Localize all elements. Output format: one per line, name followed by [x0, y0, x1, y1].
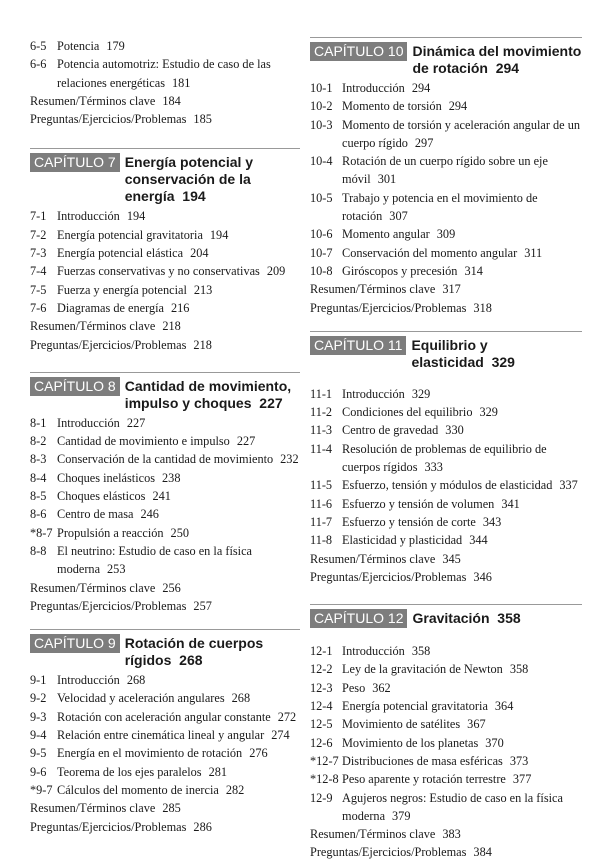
- toc-entry: [30, 414, 300, 432]
- entry-page: 344: [469, 533, 488, 548]
- chapter-label: CAPÍTULO 10: [310, 42, 407, 61]
- entry-page: 362: [372, 680, 391, 695]
- entry-page: 329: [411, 386, 431, 401]
- entry-page: 384: [473, 845, 492, 860]
- entry-title: Rotación de un cuerpo rígido sobre un eje móvil: [342, 154, 548, 187]
- entry-number: 9-6: [30, 764, 47, 779]
- toc-section: [30, 372, 300, 615]
- entry-title: Preguntas/Ejercicios/Problemas: [310, 845, 467, 860]
- entry-page: 241: [152, 489, 171, 504]
- entry-title: Resumen/Términos clave: [310, 827, 436, 842]
- toc-section: [310, 331, 582, 586]
- entry-title: Conservación de la cantidad de movimiento: [57, 452, 274, 467]
- toc-entry: [310, 116, 582, 153]
- toc-entry: [310, 225, 582, 243]
- toc-entry: [30, 469, 300, 487]
- entry-number: 9-1: [30, 673, 47, 688]
- chapter-heading: [310, 331, 582, 371]
- toc-entry: [30, 726, 300, 744]
- entry-title: Centro de gravedad: [342, 423, 439, 438]
- toc-entry: [30, 781, 300, 799]
- toc-entry: [30, 450, 300, 468]
- entry-number: 7-2: [30, 227, 47, 242]
- chapter-heading: [310, 37, 582, 77]
- entry-number: 10-7: [310, 245, 333, 260]
- entry-page: 358: [509, 662, 529, 677]
- toc-entry: [310, 568, 582, 586]
- entry-page: 330: [445, 423, 464, 438]
- entry-title: Condiciones del equilibrio: [342, 405, 473, 420]
- entry-page: 379: [392, 808, 411, 823]
- chapter-label: CAPÍTULO 12: [310, 609, 407, 628]
- chapter-heading: [30, 372, 300, 412]
- toc-left-column: [30, 37, 300, 836]
- entry-number: 10-4: [310, 154, 333, 169]
- toc-entry: [30, 799, 300, 817]
- toc-entry: [310, 550, 582, 568]
- entry-page: 358: [411, 644, 431, 659]
- entry-number: *12-8: [310, 772, 339, 787]
- entry-number: 7-1: [30, 209, 47, 224]
- entry-page: 309: [436, 227, 456, 242]
- toc-entry: [30, 505, 300, 523]
- toc-entry: [310, 679, 582, 697]
- entry-title: Resumen/Términos clave: [310, 282, 436, 297]
- entry-title: Introducción: [342, 386, 405, 401]
- chapter-title: [411, 336, 582, 371]
- toc-entry: [310, 531, 582, 549]
- chapter-heading: [30, 629, 300, 669]
- entry-title: Peso aparente y rotación terrestre: [342, 772, 506, 787]
- toc-entry: [310, 299, 582, 317]
- toc-entry: [30, 689, 300, 707]
- chapter-label: CAPÍTULO 11: [310, 336, 406, 355]
- entry-number: 9-2: [30, 691, 47, 706]
- toc-entry: [310, 495, 582, 513]
- entry-page: 343: [482, 514, 502, 529]
- entry-number: 11-7: [310, 514, 333, 529]
- entry-page: 194: [209, 227, 229, 242]
- entry-number: 12-3: [310, 680, 333, 695]
- entry-title: Teorema de los ejes paralelos: [57, 764, 202, 779]
- entry-page: 276: [249, 746, 268, 761]
- chapter-title: [125, 634, 300, 669]
- entry-number: 8-6: [30, 507, 47, 522]
- toc-section: [310, 604, 582, 862]
- entry-title: Momento angular: [342, 227, 430, 242]
- chapter-title: [412, 609, 582, 627]
- toc-entry: [30, 226, 300, 244]
- entry-page: 364: [494, 699, 514, 714]
- entry-page: 307: [389, 209, 408, 224]
- entry-title: Distribuciones de masa esféricas: [342, 753, 503, 768]
- toc-entry: [310, 697, 582, 715]
- entry-page: 285: [162, 801, 181, 816]
- entry-number: 12-9: [310, 790, 333, 805]
- entry-page: 282: [225, 782, 245, 797]
- chapter-title-text: Equilibrio y elasticidad: [411, 336, 488, 370]
- toc-entry: [310, 476, 582, 494]
- entry-page: 367: [467, 717, 486, 732]
- entry-title: Fuerza y energía potencial: [57, 282, 187, 297]
- entry-title: Ley de la gravitación de Newton: [342, 662, 503, 677]
- chapter-title-text: Gravitación: [412, 610, 490, 627]
- entry-page: 341: [501, 496, 520, 511]
- entry-page: 227: [126, 415, 146, 430]
- entry-page: 179: [106, 39, 125, 53]
- entry-title: Resumen/Términos clave: [30, 93, 156, 108]
- toc-entry: [310, 79, 582, 97]
- entry-title: Introducción: [342, 81, 405, 95]
- entry-page: 337: [559, 478, 578, 493]
- entry-title: Resolución de problemas de equilibrio de cuerpos rígidos: [342, 441, 547, 475]
- entry-title: Esfuerzo, tensión y módulos de elasticidad: [342, 478, 553, 493]
- entry-title: Momento de torsión: [342, 99, 442, 114]
- entry-title: Energía en el movimiento de rotación: [57, 746, 243, 761]
- entry-title: Conservación del momento angular: [342, 245, 518, 260]
- entry-page: 329: [479, 405, 498, 420]
- entry-number: 12-6: [310, 735, 333, 750]
- entry-page: 181: [172, 75, 191, 90]
- entry-title: Relación entre cinemática lineal y angular: [57, 728, 265, 743]
- entry-title: Propulsión a reacción: [57, 525, 164, 540]
- entry-title: Potencia automotriz: Estudio de caso de las relaciones energéticas: [57, 57, 271, 90]
- entry-title: Movimiento de los planetas: [342, 735, 479, 750]
- entry-title: El neutrino: Estudio de caso en la física moderna: [57, 543, 252, 577]
- entry-page: 294: [448, 99, 468, 114]
- toc-entry: [30, 336, 300, 354]
- entry-page: 318: [473, 300, 492, 315]
- entry-page: 333: [424, 460, 443, 475]
- entry-page: 297: [414, 135, 434, 150]
- chapter-heading: [30, 148, 300, 205]
- toc-entry: [30, 110, 300, 128]
- entry-page: 256: [162, 580, 181, 595]
- entry-number: 9-5: [30, 746, 47, 761]
- toc-entry: [310, 513, 582, 531]
- entry-number: 11-3: [310, 423, 333, 438]
- entry-title: Resumen/Términos clave: [310, 551, 436, 566]
- entry-number: 11-5: [310, 478, 333, 493]
- entry-page: 317: [442, 282, 461, 297]
- entry-title: Rotación con aceleración angular constante: [57, 709, 271, 724]
- entry-title: Centro de masa: [57, 507, 134, 522]
- entry-page: 257: [193, 598, 212, 613]
- toc-entry: [30, 262, 300, 280]
- entry-page: 268: [126, 673, 146, 688]
- toc-entry: [30, 281, 300, 299]
- entry-number: 8-1: [30, 415, 47, 430]
- entry-page: 250: [170, 525, 189, 540]
- toc-right-column: [310, 37, 582, 862]
- toc-entry: [30, 524, 300, 542]
- toc-entry: [310, 440, 582, 477]
- entry-page: 218: [162, 319, 181, 334]
- entry-page: 268: [231, 691, 251, 706]
- toc-entry: [30, 671, 300, 689]
- entry-page: 232: [280, 452, 299, 467]
- entry-title: Choques inelásticos: [57, 470, 156, 485]
- entry-title: Movimiento de satélites: [342, 717, 461, 732]
- chapter-page: 227: [259, 394, 283, 411]
- chapter-title-text: Rotación de cuerpos rígidos: [124, 635, 264, 669]
- toc-entry: [310, 734, 582, 752]
- entry-title: Peso: [342, 680, 366, 695]
- entry-page: 216: [170, 300, 190, 315]
- toc-entry: [310, 715, 582, 733]
- entry-page: 294: [411, 81, 431, 95]
- entry-title: Diagramas de energía: [57, 300, 164, 315]
- entry-number: 10-8: [310, 263, 333, 278]
- entry-title: Preguntas/Ejercicios/Problemas: [310, 300, 467, 315]
- toc-entry: [30, 744, 300, 762]
- toc-entry: [310, 825, 582, 843]
- entry-title: Introducción: [57, 415, 120, 430]
- entry-title: Energía potencial elástica: [57, 246, 184, 261]
- chapter-title-text: Dinámica del movimiento de rotación: [412, 43, 582, 76]
- chapter-title-text: Energía potencial y conservación de la energía: [124, 154, 254, 205]
- entry-number: 7-5: [30, 282, 47, 297]
- chapter-label: CAPÍTULO 8: [30, 377, 120, 396]
- entry-title: Preguntas/Ejercicios/Problemas: [30, 112, 187, 127]
- toc-entry: [30, 818, 300, 836]
- entry-title: Cantidad de movimiento e impulso: [57, 434, 230, 449]
- chapter-title-text: Cantidad de movimiento, impulso y choques: [124, 377, 292, 411]
- entry-number: 11-2: [310, 405, 333, 420]
- toc-section: [30, 37, 300, 128]
- entry-title: Giróscopos y precesión: [342, 263, 458, 278]
- toc-entry: [310, 421, 582, 439]
- entry-page: 311: [524, 245, 543, 260]
- chapter-label: CAPÍTULO 9: [30, 634, 120, 653]
- entry-page: 373: [509, 753, 529, 768]
- entry-page: 274: [271, 728, 290, 743]
- entry-number: 7-3: [30, 246, 47, 261]
- toc-entry: [310, 770, 582, 788]
- entry-page: 314: [464, 263, 483, 278]
- entry-page: 383: [442, 827, 461, 842]
- entry-page: 185: [193, 112, 212, 127]
- entry-page: 204: [190, 246, 209, 261]
- toc-entry: [30, 317, 300, 335]
- entry-page: 227: [236, 434, 256, 449]
- chapter-page: 268: [179, 652, 203, 669]
- toc-entry: [310, 152, 582, 189]
- entry-title: Momento de torsión y aceleración angular de un cuerpo rígido: [342, 117, 580, 150]
- entry-number: 9-3: [30, 709, 47, 724]
- entry-number: 10-2: [310, 99, 333, 114]
- toc-entry: [30, 92, 300, 110]
- chapter-page: 358: [497, 610, 521, 627]
- entry-title: Preguntas/Ejercicios/Problemas: [310, 569, 467, 584]
- toc-entry: [310, 189, 582, 226]
- chapter-label: CAPÍTULO 7: [30, 153, 120, 172]
- chapter-page: 194: [182, 188, 206, 205]
- entry-page: 218: [193, 337, 212, 352]
- toc-entry: [310, 244, 582, 262]
- entry-number: 11-1: [310, 386, 333, 401]
- entry-title: Fuerzas conservativas y no conservativas: [57, 264, 260, 279]
- entry-number: 10-1: [310, 81, 333, 95]
- entry-number: *12-7: [310, 753, 339, 768]
- entry-title: Esfuerzo y tensión de corte: [342, 514, 476, 529]
- entry-number: 8-3: [30, 452, 47, 467]
- toc-entry: [30, 207, 300, 225]
- toc-entry: [30, 708, 300, 726]
- entry-title: Energía potencial gravitatoria: [342, 699, 488, 714]
- entry-number: 10-3: [310, 117, 333, 132]
- entry-number: 8-5: [30, 489, 47, 504]
- entry-title: Resumen/Términos clave: [30, 580, 156, 595]
- toc-section: [30, 148, 300, 353]
- entry-title: Introducción: [342, 644, 405, 659]
- chapter-page: 329: [491, 353, 515, 370]
- entry-title: Energía potencial gravitatoria: [57, 227, 203, 242]
- entry-page: 238: [162, 470, 181, 485]
- entry-number: 12-4: [310, 699, 333, 714]
- entry-page: 377: [512, 772, 532, 787]
- toc-section: [30, 629, 300, 836]
- entry-title: Trabajo y potencia en el movimiento de rotación: [342, 190, 538, 224]
- toc-entry: [30, 55, 300, 92]
- toc-entry: [30, 244, 300, 262]
- toc-entry: [30, 579, 300, 597]
- entry-number: 11-4: [310, 441, 333, 456]
- entry-page: 281: [208, 764, 228, 779]
- toc-entry: [310, 385, 582, 403]
- entry-page: 253: [107, 562, 126, 577]
- entry-title: Esfuerzo y tensión de volumen: [342, 496, 495, 511]
- entry-number: 6-5: [30, 39, 47, 53]
- entry-number: 10-6: [310, 227, 333, 242]
- toc-entry: [310, 660, 582, 678]
- toc-section: [310, 37, 582, 317]
- toc-entry: [30, 597, 300, 615]
- entry-page: 194: [126, 209, 146, 224]
- entry-title: Velocidad y aceleración angulares: [57, 691, 225, 706]
- entry-title: Cálculos del momento de inercia: [57, 782, 219, 797]
- entry-number: 12-2: [310, 662, 333, 677]
- entry-title: Preguntas/Ejercicios/Problemas: [30, 598, 187, 613]
- entry-page: 370: [485, 735, 504, 750]
- toc-entry: [310, 97, 582, 115]
- chapter-page: 294: [495, 60, 520, 76]
- chapter-title: [125, 377, 300, 412]
- entry-title: Potencia: [57, 39, 100, 53]
- entry-page: 346: [473, 569, 492, 584]
- entry-number: 12-1: [310, 644, 333, 659]
- entry-number: 11-8: [310, 533, 333, 548]
- entry-title: Agujeros negros: Estudio de caso en la física moderna: [342, 790, 563, 823]
- entry-page: 345: [442, 551, 461, 566]
- toc-entry: [30, 542, 300, 579]
- entry-number: *9-7: [30, 782, 53, 797]
- entry-page: 286: [193, 819, 212, 834]
- toc-entry: [30, 432, 300, 450]
- entry-number: 7-6: [30, 300, 47, 315]
- toc-entry: [30, 763, 300, 781]
- entry-number: 8-4: [30, 470, 47, 485]
- entry-title: Resumen/Términos clave: [30, 319, 156, 334]
- toc-entry: [310, 403, 582, 421]
- entry-page: 209: [266, 264, 286, 279]
- entry-page: 184: [162, 93, 181, 108]
- entry-page: 301: [377, 172, 397, 187]
- toc-entry: [310, 752, 582, 770]
- entry-number: 8-8: [30, 543, 47, 558]
- toc-entry: [30, 299, 300, 317]
- entry-title: Introducción: [57, 209, 120, 224]
- entry-title: Resumen/Términos clave: [30, 801, 156, 816]
- toc-entry: [310, 789, 582, 826]
- entry-number: 9-4: [30, 728, 47, 743]
- entry-title: Introducción: [57, 673, 120, 688]
- chapter-title: [412, 42, 582, 77]
- entry-number: 6-6: [30, 57, 47, 72]
- chapter-title: [125, 153, 300, 205]
- toc-entry: [310, 843, 582, 861]
- entry-title: Choques elásticos: [57, 489, 146, 504]
- toc-entry: [310, 642, 582, 660]
- entry-number: 11-6: [310, 496, 333, 511]
- entry-number: 8-2: [30, 434, 47, 449]
- chapter-heading: [310, 604, 582, 628]
- toc-entry: [310, 280, 582, 298]
- entry-number: 10-5: [310, 190, 333, 205]
- entry-title: Preguntas/Ejercicios/Problemas: [30, 337, 187, 352]
- entry-title: Preguntas/Ejercicios/Problemas: [30, 819, 187, 834]
- entry-page: 213: [193, 282, 213, 297]
- toc-entry: [30, 37, 300, 55]
- entry-title: Elasticidad y plasticidad: [342, 533, 463, 548]
- entry-page: 246: [140, 507, 159, 522]
- toc-entry: [310, 262, 582, 280]
- entry-number: 12-5: [310, 717, 333, 732]
- toc-entry: [30, 487, 300, 505]
- entry-number: 7-4: [30, 264, 47, 279]
- entry-number: *8-7: [30, 525, 53, 540]
- entry-page: 272: [277, 709, 297, 724]
